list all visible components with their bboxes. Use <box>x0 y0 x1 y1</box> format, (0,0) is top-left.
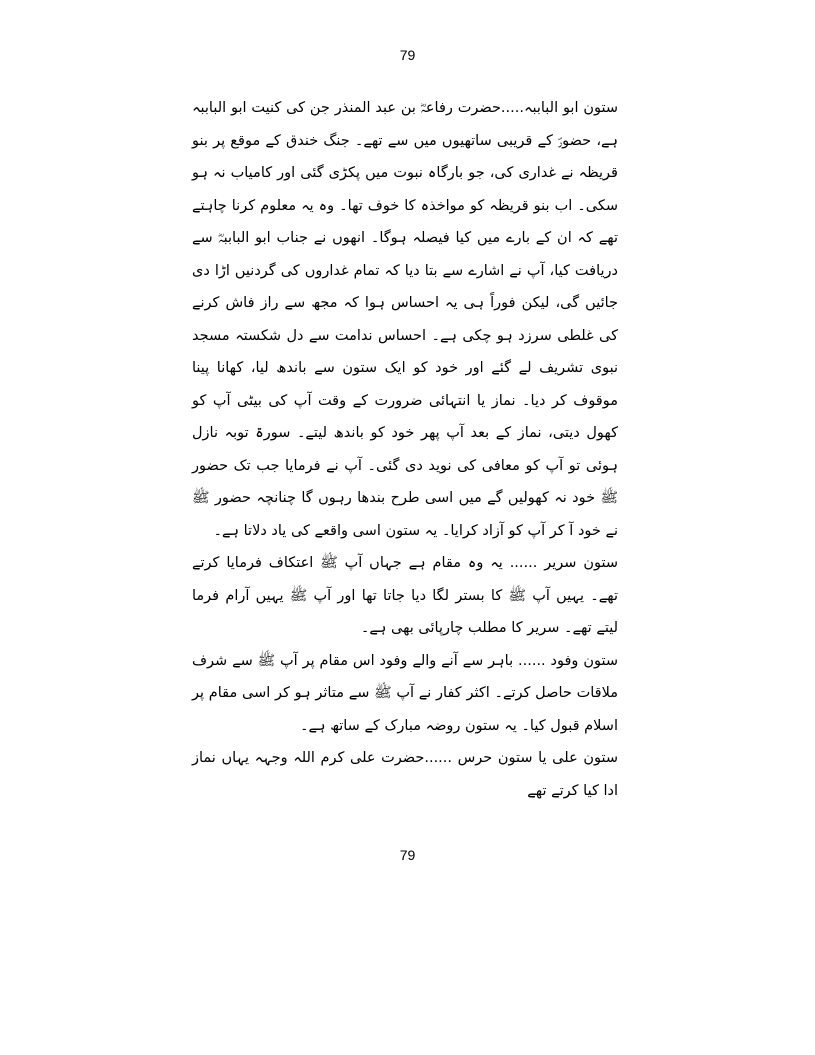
paragraph-ustuwana-sarir: ستون سریر ...... یہ وہ مقام ہے جہاں آپ ﷺ اعتکاف فرمایا کرتے تھے۔ یہیں آپ ﷺ کا بستر لگا دیا جاتا تھا اور آپ ﷺ یہیں آرام فرما لیتے تھے۔ سریر کا مطلب چارپائی بھی ہے۔ <box>192 555 618 636</box>
page-number-top: 79 <box>399 47 416 63</box>
paragraph-ustuwana-wufood: ستون وفود ...... باہر سے آنے والے وفود اس مقام پر آپ ﷺ سے شرف ملاقات حاصل کرتے۔ اکثر کفار نے آپ ﷺ سے متاثر ہو کر اسی مقام پر اسلام قبول کیا۔ یہ ستون روضہ مبارک کے ساتھ ہے۔ <box>192 652 618 734</box>
paragraph-ustuwana-ali: ستون علی یا ستون حرس ......حضرت علی کرم اللہ وجہہ یہاں نماز ادا کیا کرتے تھے <box>192 750 618 799</box>
page-body <box>192 92 618 807</box>
page-number-bottom: 79 <box>399 847 416 863</box>
paragraph-ustuwana-abu-lubaba: ستون ابو الباببہ.....حضرت رفاعہؓ بن عبد المنذر جن کی کنیت ابو الباببہ ہے، حضورؐ کے قریبی ساتھیوں میں سے تھے۔ جنگ خندق کے موقع پر بنو قریظہ نے غداری کی، جو بارگاہ نبوت میں پکڑی گئی اور کامیاب نہ ہو سکی۔ اب بنو قریظہ کو مواخذہ کا خوف تھا۔ وہ یہ معلوم کرنا چاہتے تھے کہ ان کے بارے میں کیا فیصلہ ہوگا۔ انھوں نے جناب ابو الباببہؓ سے دریافت کیا، آپ نے اشارے سے بتا دیا کہ تمام غداروں کی گردنیں اڑا دی جائیں گی، لیکن فوراً ہی یہ احساس ہوا کہ مجھ سے راز فاش کرنے کی غلطی سرزد ہو چکی ہے۔ احساس ندامت سے دل شکستہ مسجد نبوی تشریف لے گئے اور خود کو ایک ستون سے باندھ لیا، کھانا پینا موقوف کر دیا۔ نماز یا انتہائی ضرورت کے وقت آپ کی بیٹی آپ کو کھول دیتی، نماز کے بعد آپ پھر خود کو باندھ لیتے۔ سورۃ توبہ نازل ہوئی تو آپ کو معافی کی نوید دی گئی۔ آپ نے فرمایا جب تک حضور ﷺ خود نہ کھولیں گے میں اسی طرح بندھا رہوں گا چنانچہ حضور ﷺ نے خود آ کر آپ کو آزاد کرایا۔ یہ ستون اسی واقعے کی یاد دلاتا ہے۔ <box>192 100 618 539</box>
